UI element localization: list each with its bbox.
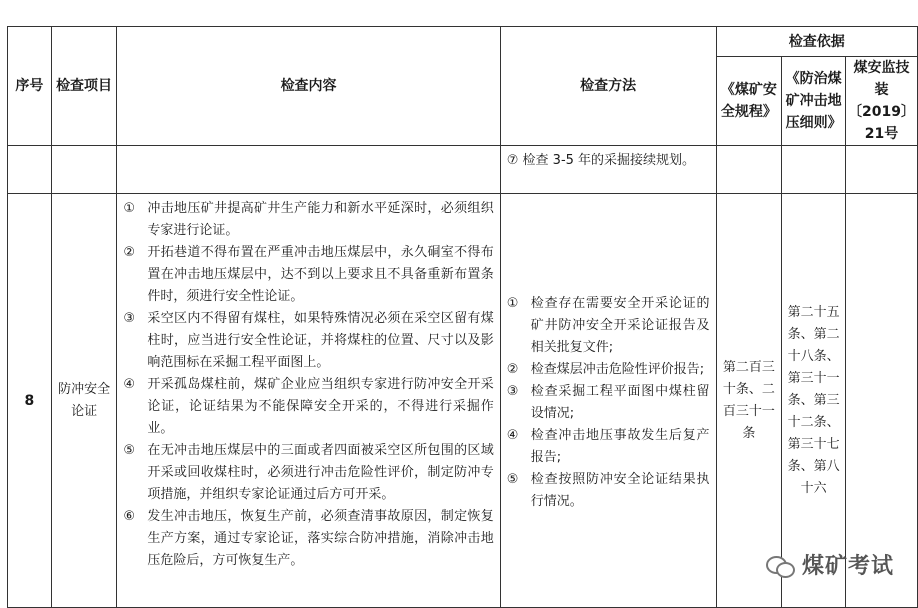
content-item [123,242,493,308]
header-content: 检查内容 [117,27,500,146]
method-item [507,359,710,381]
method-item [507,425,710,469]
method-item-number: ⑤ [506,471,519,487]
method-item [507,469,710,513]
header-seq: 序号 [8,27,52,146]
content-item-text: 发生冲击地压，恢复生产前，必须查清事故原因，制定恢复生产方案，通过专家论证，落实综合防冲措施，消除冲击地压危险后，方可恢复生产。 [147,509,494,568]
method-list [507,293,710,513]
wechat-icon [766,554,796,576]
continuation-row [8,146,918,194]
row-basis-a: 第二百三十条、二百三十一条 [716,194,782,608]
method-item-text: 检查按照防冲安全论证结果执行情况。 [530,471,710,509]
content-item-text: 开采孤岛煤柱前，煤矿企业应当组织专家进行防冲安全开采论证，论证结果为不能保障安全开采的，不得进行采掘作业。 [147,377,494,436]
row-item: 防冲安全论证 [51,194,117,608]
continuation-content-cell [117,146,500,194]
content-item-number: ④ [123,377,136,392]
method-item [507,293,710,359]
inspection-table [7,26,918,608]
continuation-method-text: ⑦ 检查 3-5 年的采掘接续规划。 [506,153,696,168]
content-list [123,198,493,572]
method-item-text: 检查存在需要安全开采论证的矿井防冲安全开采论证报告及相关批复文件; [530,295,710,355]
content-item-number: ② [123,245,136,260]
content-item-text: 冲击地压矿井提高矿井生产能力和新水平延深时，必须组织专家进行论证。 [147,201,494,238]
row-content [117,194,500,608]
method-item-number: ① [506,295,519,311]
method-item-text: 检查煤层冲击危险性评价报告; [530,361,705,377]
content-item [123,506,493,572]
method-item-text: 检查冲击地压事故发生后复产报告; [530,427,710,465]
watermark-text: 煤矿考试 [801,554,894,579]
continuation-method-cell [500,146,716,194]
header-item: 检查项目 [51,27,117,146]
header-basis: 检查依据 [716,27,917,57]
header-basis-rockburst-rules: 《防治煤矿冲击地压细则》 [782,57,846,146]
content-item [123,440,493,506]
content-item-text: 开拓巷道不得布置在严重冲击地压煤层中，永久硐室不得布置在冲击地压煤层中，达不到以上要求且不具备重新布置条件时，须进行安全性论证。 [147,245,494,304]
content-item-number: ⑥ [123,509,136,524]
watermark [766,549,894,580]
continuation-item-cell [51,146,117,194]
method-item [507,381,710,425]
content-item [123,374,493,440]
table-row-8 [8,194,918,608]
row-seq: 8 [8,194,52,608]
row-basis-c [846,194,918,608]
method-item-number: ④ [506,427,519,443]
content-item [123,198,493,242]
content-item [123,308,493,374]
header-basis-mine-safety-doc: 煤安监技装〔2019〕21号 [846,57,918,146]
continuation-basis-b-cell [782,146,846,194]
content-item-text: 在无冲击地压煤层中的三面或者四面被采空区所包围的区域开采或回收煤柱时，必须进行冲击危险性评价，制定防冲专项措施，并组织专家论证通过后方可开采。 [147,443,494,502]
method-item-number: ③ [506,383,519,399]
header-basis-coal-mine-safety-rules: 《煤矿安全规程》 [716,57,782,146]
method-item-text: 检查采掘工程平面图中煤柱留设情况; [530,383,710,421]
content-item-number: ③ [123,311,136,326]
continuation-basis-a-cell [716,146,782,194]
header-method: 检查方法 [500,27,716,146]
row-basis-b: 第二十五条、第二十八条、第三十一条、第三十二条、第三十七条、第八十六 [782,194,846,608]
method-item-number: ② [506,361,519,377]
continuation-seq-cell [8,146,52,194]
content-item-text: 采空区内不得留有煤柱，如果特殊情况必须在采空区留有煤柱时，应当进行安全性论证，并将煤柱的位置、尺寸以及影响范围标在采掘工程平面图上。 [147,311,494,370]
row-method [500,194,716,608]
content-item-number: ⑤ [123,443,136,458]
continuation-basis-c-cell [846,146,918,194]
content-item-number: ① [123,201,136,216]
